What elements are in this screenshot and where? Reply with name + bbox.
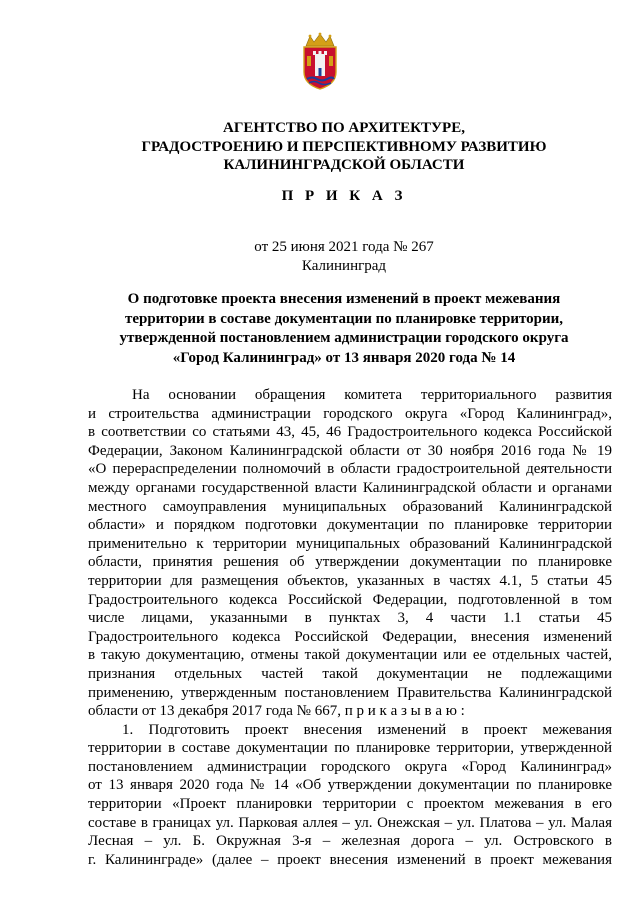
- subject-line: территории в составе документации по планировке территории,: [124, 310, 564, 327]
- body-line: между органами государственной власти Калининградской области и органами: [88, 479, 612, 496]
- subject-line: «Город Калининград» от 13 января 2020 года № 14: [172, 349, 516, 366]
- body-line: в такую документацию, отмены такой документации или ее отдельных частей,: [88, 647, 612, 664]
- body-line: Лесная – ул. Б. Окружная 3-я – железная дорога – ул. Островского в: [88, 833, 612, 850]
- body-line: Градостроительного кодекса Российской Федерации, подготовленной в том: [88, 591, 612, 608]
- body-line: области» и порядком подготовки документации по планировке территории: [88, 517, 612, 534]
- body-line: На основании обращения комитета территориального развития: [132, 387, 612, 403]
- body-line: применительно к территории муниципальных образований Калининградской: [88, 535, 612, 552]
- order-subject: [88, 290, 600, 368]
- date-block: [88, 238, 600, 276]
- organization-name: [88, 119, 600, 175]
- org-line: АГЕНТСТВО ПО АРХИТЕКТУРЕ,: [223, 120, 465, 136]
- order-body: [88, 386, 612, 869]
- body-line: составе в границах ул. Парковая аллея – ул. Онежская – ул. Платова – ул. Малая: [88, 814, 612, 831]
- body-line: 1. Подготовить проект внесения изменений в проект межевания: [122, 721, 612, 738]
- body-line: «О перераспределении полномочий в области градостроительной деятельности: [88, 461, 612, 478]
- body-line: области от 13 декабря 2017 года № 667, п р и к а з ы в а ю :: [88, 703, 465, 720]
- body-line: применению, утвержденным постановлением Правительства Калининградской: [88, 684, 612, 701]
- body-line: местного самоуправления муниципальных образований Калининградской: [88, 498, 612, 515]
- body-line: Градостроительного кодекса Российской Федерации, внесения изменений: [88, 628, 612, 645]
- body-line: постановлением администрации городского округа «Город Калининград»: [88, 758, 612, 775]
- body-line: и строительства администрации городского округа «Город Калининград»,: [88, 405, 612, 422]
- body-line: г. Калининграде» (далее – проект внесения изменений в проект межевания: [88, 851, 612, 868]
- body-line: территории в составе документации по планировке территории, утвержденной: [88, 740, 612, 757]
- body-line: от 13 января 2020 года № 14 «Об утверждении документации по планировке: [88, 777, 612, 794]
- body-line: признания отдельных частей такой документации не подлежащими: [88, 665, 612, 682]
- org-line: КАЛИНИНГРАДСКОЙ ОБЛАСТИ: [223, 157, 465, 173]
- subject-line: О подготовке проекта внесения изменений в проект межевания: [127, 291, 561, 307]
- org-line: ГРАДОСТРОЕНИЮ И ПЕРСПЕКТИВНОМУ РАЗВИТИЮ: [141, 138, 547, 155]
- order-date: от 25 июня 2021 года № 267: [254, 239, 434, 255]
- coat-of-arms-icon: [300, 32, 340, 90]
- city: Калининград: [301, 258, 387, 274]
- body-line: числе лицами, указанными в пунктах 3, 4 части 1.1 статьи 45: [88, 610, 612, 627]
- body-line: в соответствии со статьями 43, 45, 46 Градостроительного кодекса Российской: [88, 424, 612, 441]
- body-line: территории для размещения объектов, указанных в частях 4.1, 5 статьи 45: [88, 572, 612, 589]
- document-type: П Р И К А З: [281, 188, 407, 204]
- body-line: области, принятия решения об утверждении документации по планировке: [88, 554, 612, 571]
- subject-line: утвержденной постановлением администрации городского округа: [119, 330, 569, 346]
- body-line: территории «Проект планировки территории с проектом межевания в его: [88, 796, 612, 813]
- body-line: Федерации, Законом Калининградской области от 30 ноября 2016 года № 19: [88, 442, 612, 459]
